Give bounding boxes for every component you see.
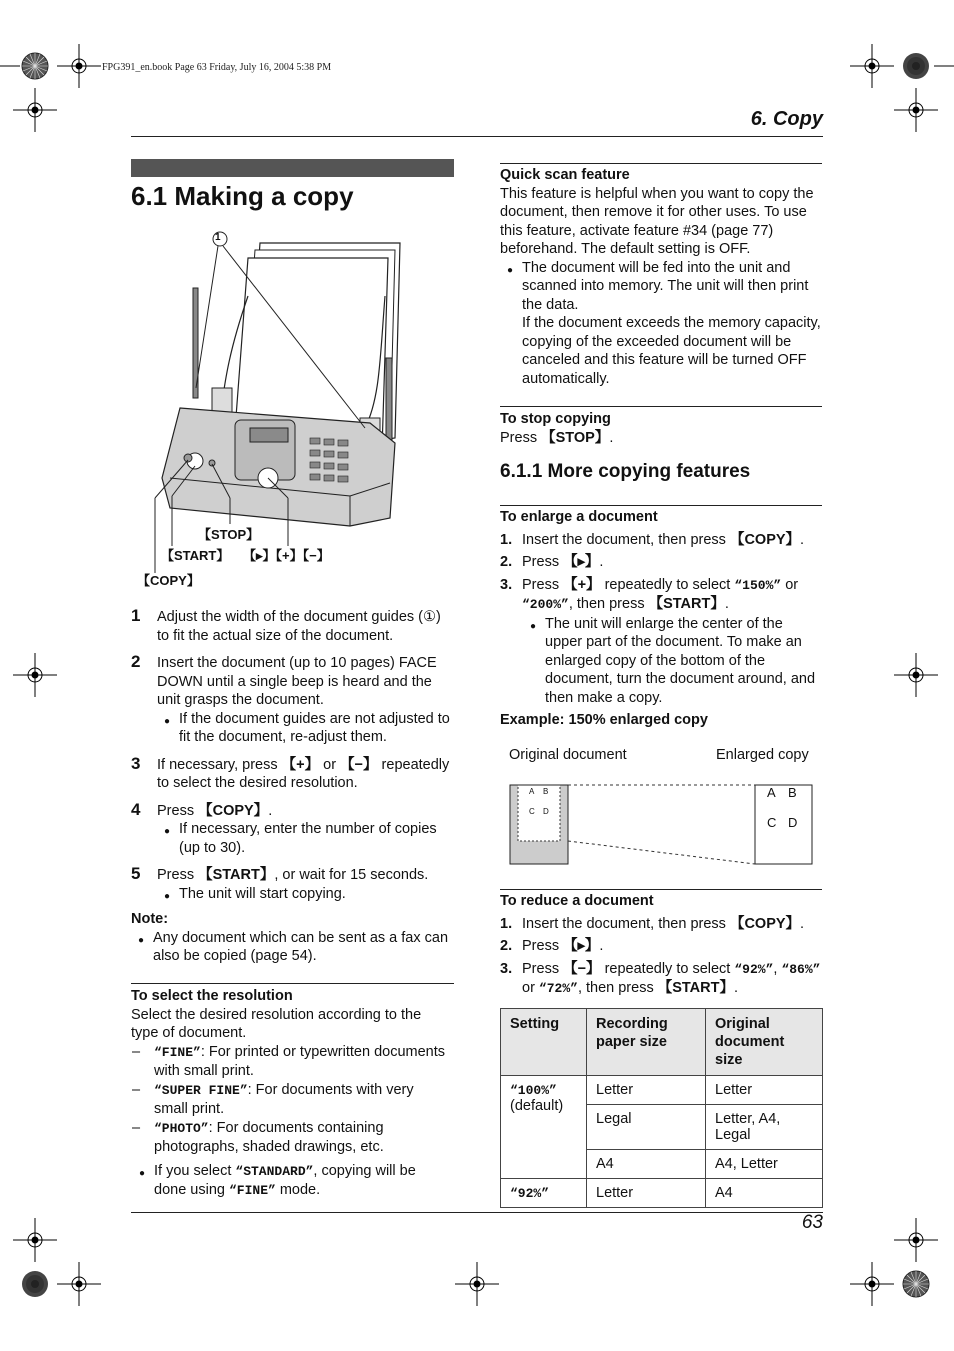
resolution-heading: To select the resolution [131, 988, 293, 1004]
enlarge-step-3: 3. Press 【+】 repeatedly to select “150%” or “200%”, then press 【START】. ● The unit will enlarge the center of the upper part of the document. To make an enlarged copy of the bottom of the document, turn the document around, and then make a copy. [500, 576, 822, 708]
table-header-setting: Setting [501, 1009, 587, 1076]
table-header-original: Original document size [706, 1009, 823, 1076]
step-5-bullet: ● The unit will start copying. [179, 885, 456, 904]
example-heading: Example: 150% enlarged copy [500, 712, 708, 728]
table-cell-setting: “92%” [501, 1179, 587, 1208]
reduce-step-2: 2. Press 【▸】. [500, 938, 604, 954]
header-rule [131, 136, 823, 137]
copy-label: 【COPY】 [137, 573, 200, 588]
table-header-paper: Recording paper size [587, 1009, 706, 1076]
table-cell-original: Letter [706, 1076, 823, 1105]
original-document-label: Original document [509, 747, 627, 763]
note-heading: Note: [131, 911, 169, 927]
table-cell-paper: A4 [587, 1150, 706, 1179]
print-header: FPG391_en.book Page 63 Friday, July 16, 2004 5:38 PM [102, 62, 332, 73]
copy-size-table [500, 1008, 823, 1208]
step-4: 4 Press 【COPY】. ● If necessary, enter the number of copies (up to 30). [131, 802, 456, 858]
table-cell-original: A4 [706, 1179, 823, 1208]
table-cell-paper: Legal [587, 1105, 706, 1150]
orig-letter-c: C [529, 807, 535, 816]
stop-heading: To stop copying [500, 411, 611, 427]
enl-letter-b: B [788, 785, 797, 800]
note-text: ● Any document which can be sent as a fax can also be copied (page 54). [153, 929, 456, 966]
enlarge-step-1: 1. Insert the document, then press 【COPY】. [500, 531, 805, 548]
resolution-section [131, 987, 451, 1201]
step-2: 2 Insert the document (up to 10 pages) FACE DOWN until a single beep is heard and the unit grasps the document. ● If the document guides are not adjusted to fit the document, re-adjust them. [131, 654, 456, 747]
orig-letter-a: A [529, 787, 535, 796]
reduce-step-3: 3. Press 【−】 repeatedly to select “92%”, “86%” or “72%”, then press 【START】. [500, 960, 821, 996]
quick-scan-text: This feature is helpful when you want to copy the document, then remove it for other uses. To use this feature, activate feature #34 (page 77) beforehand. The default setting is OFF. [500, 185, 814, 257]
enlarge-bullet: ● The unit will enlarge the center of the upper part of the document. To make an enlarged copy of the bottom of the document, turn the document around, and then make a copy. [545, 615, 822, 708]
step-4-bullet: ● If necessary, enter the number of copies (up to 30). [179, 820, 456, 857]
enlarge-step-2: 2. Press 【▸】. [500, 554, 604, 570]
enl-letter-a: A [767, 785, 776, 800]
table-cell-original: Letter, A4, Legal [706, 1105, 823, 1150]
start-label: 【START】 [161, 548, 230, 563]
resolution-intro: Select the desired resolution according to the type of document. [131, 1006, 422, 1041]
stop-rule [500, 406, 822, 407]
step-1: 1 Adjust the width of the document guides (①) to fit the actual size of the document. [131, 606, 441, 644]
enlarge-rule [500, 505, 822, 506]
callout-number: 1 [215, 232, 221, 243]
reduce-rule [500, 889, 822, 890]
resolution-item-photo: – “PHOTO”: For documents containing photographs, shaded drawings, etc. [154, 1119, 451, 1157]
table-cell-paper: Letter [587, 1179, 706, 1208]
quick-scan-bullet: ● The document will be fed into the unit and scanned into memory. The unit will then print the data. [522, 259, 822, 315]
table-header-row [501, 1009, 823, 1076]
enlarged-copy-label: Enlarged copy [716, 747, 809, 763]
footer-rule [131, 1212, 823, 1213]
enlarge-section [500, 508, 822, 730]
steps-list [131, 608, 456, 966]
reduce-section [500, 892, 822, 999]
table-row [501, 1076, 823, 1105]
resolution-item-fine: – “FINE”: For printed or typewritten documents with small print. [154, 1043, 451, 1081]
section-title: 6. Copy [750, 108, 823, 130]
enlarge-heading: To enlarge a document [500, 509, 658, 525]
table-cell-setting: “100%” (default) [501, 1076, 587, 1179]
enl-letter-d: D [788, 815, 798, 830]
resolution-rule [131, 983, 454, 984]
fax-machine-illustration [150, 228, 410, 578]
table-row [501, 1179, 823, 1208]
quick-scan-section [500, 166, 822, 388]
orig-letter-b: B [543, 787, 549, 796]
stop-section [500, 410, 822, 447]
reduce-step-1: 1. Insert the document, then press 【COPY】. [500, 915, 805, 932]
resolution-bullet: ● If you select “STANDARD”, copying will be done using “FINE” mode. [154, 1162, 451, 1201]
page-title: 6.1 Making a copy [131, 181, 354, 211]
quick-scan-heading: Quick scan feature [500, 167, 630, 183]
arrow-plus-minus-label: 【▸】【+】【−】 [243, 548, 330, 563]
table-cell-paper: Letter [587, 1076, 706, 1105]
table-cell-original: A4, Letter [706, 1150, 823, 1179]
more-features-heading: 6.1.1 More copying features [500, 461, 751, 482]
enl-letter-c: C [767, 815, 777, 830]
stop-label: 【STOP】 [198, 527, 260, 542]
page-number: 63 [801, 1212, 823, 1233]
step-3: 3 If necessary, press 【+】 or 【−】 repeatedly to select the desired resolution. [131, 753, 450, 791]
quick-scan-rule [500, 163, 822, 164]
reduce-heading: To reduce a document [500, 893, 654, 909]
stop-text: Press 【STOP】. [500, 429, 614, 446]
orig-letter-d: D [543, 807, 549, 816]
resolution-item-super-fine: – “SUPER FINE”: For documents with very small print. [154, 1081, 451, 1119]
step-2-bullet: ● If the document guides are not adjusted to fit the document, re-adjust them. [179, 710, 456, 747]
step-5: 5 Press 【START】, or wait for 15 seconds. ● The unit will start copying. [131, 866, 456, 903]
quick-scan-bullet-continued: If the document exceeds the memory capacity, copying of the exceeded document will be canceled and this feature will be turned OFF automatically. [522, 315, 821, 387]
title-bar [131, 159, 454, 177]
